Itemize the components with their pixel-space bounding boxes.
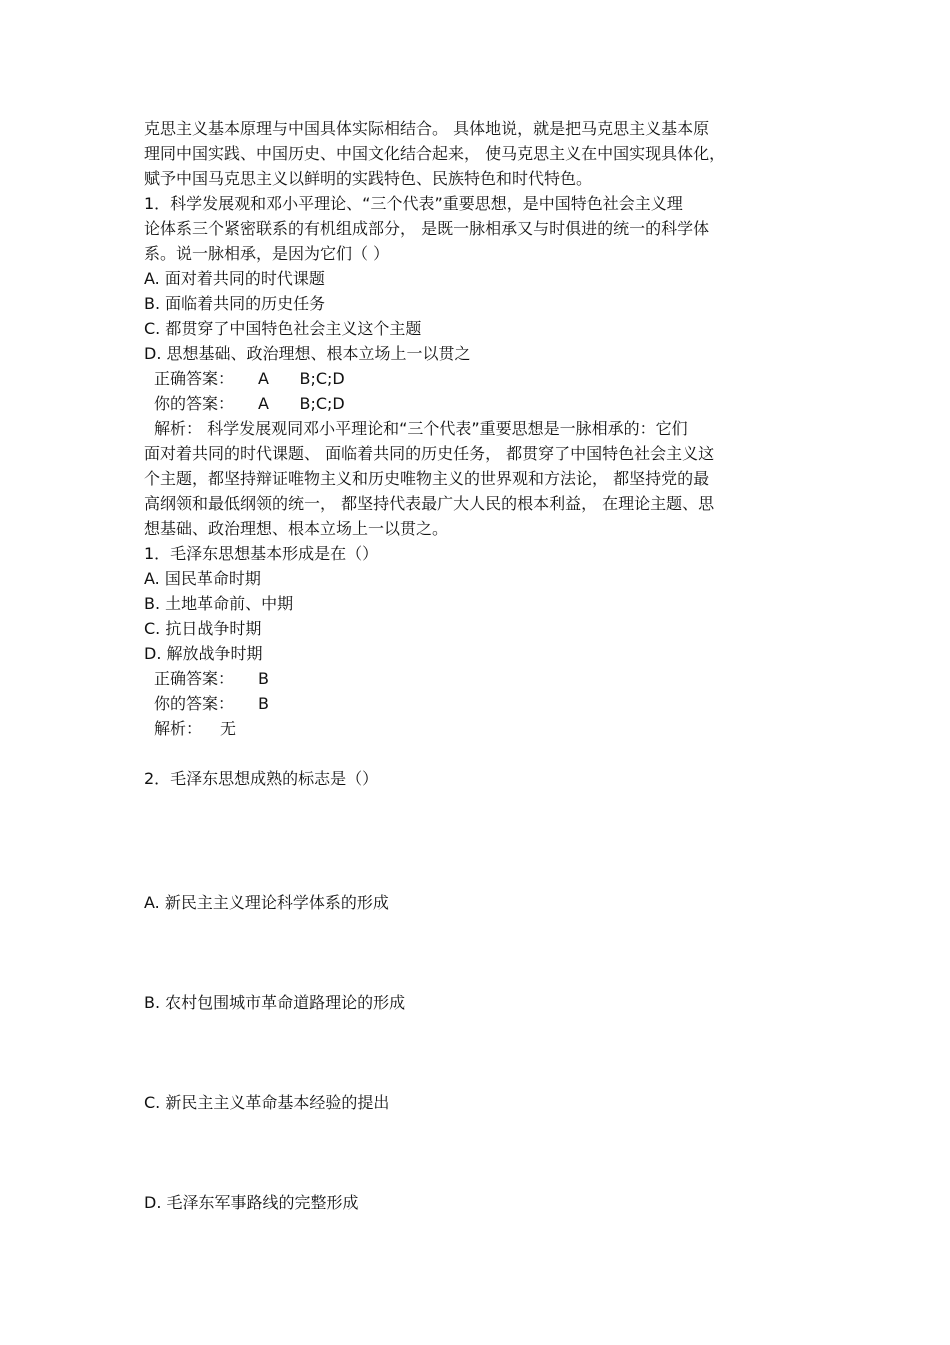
intro-line-1: 克思主义基本原理与中国具体实际相结合。 具体地说，就是把马克思主义基本原 <box>144 119 710 138</box>
q1-analysis-line-3: 个主题，都坚持辩证唯物主义和历史唯物主义的世界观和方法论， 都坚持党的最 <box>144 469 710 488</box>
q2-stem: 1．毛泽东思想基本形成是在（） <box>144 544 379 563</box>
analysis-label: 解析： <box>154 719 203 738</box>
q1-analysis-line-2: 面对着共同的时代课题、 面临着共同的历史任务， 都贯穿了中国特色社会主义这 <box>144 444 715 463</box>
q3-option-a: A. 新民主主义理论科学体系的形成 <box>144 893 389 912</box>
q1-option-c: C. 都贯穿了中国特色社会主义这个主题 <box>144 319 422 338</box>
q3-stem: 2．毛泽东思想成熟的标志是（） <box>144 769 379 788</box>
your-answer-value: A B;C;D <box>258 394 345 413</box>
analysis-value: 无 <box>220 719 237 738</box>
correct-answer-label: 正确答案： <box>154 669 235 688</box>
q2-your-answer <box>154 693 269 715</box>
q1-option-a: A. 面对着共同的时代课题 <box>144 269 325 288</box>
q2-option-b: B. 土地革命前、中期 <box>144 594 294 613</box>
q1-your-answer <box>154 393 345 415</box>
q3-option-d: D. 毛泽东军事路线的完整形成 <box>144 1193 359 1212</box>
q2-option-d: D. 解放战争时期 <box>144 644 263 663</box>
your-answer-label: 你的答案： <box>154 394 235 413</box>
q1-option-b: B. 面临着共同的历史任务 <box>144 294 326 313</box>
q3-option-b: B. 农村包围城市革命道路理论的形成 <box>144 993 406 1012</box>
q2-analysis <box>154 718 236 740</box>
q2-option-c: C. 抗日战争时期 <box>144 619 262 638</box>
q1-analysis-line-4: 高纲领和最低纲领的统一， 都坚持代表最广大人民的根本利益， 在理论主题、思 <box>144 494 715 513</box>
q1-correct-answer <box>154 368 345 390</box>
q1-analysis-line-1: 解析： 科学发展观同邓小平理论和“三个代表”重要思想是一脉相承的：它们 <box>154 419 688 438</box>
intro-line-3: 赋予中国马克思主义以鲜明的实践特色、民族特色和时代特色。 <box>144 169 593 188</box>
q1-option-d: D. 思想基础、政治理想、根本立场上一以贯之 <box>144 344 471 363</box>
q2-option-a: A. 国民革命时期 <box>144 569 261 588</box>
q1-analysis-line-5: 想基础、政治理想、根本立场上一以贯之。 <box>144 519 449 538</box>
q1-stem-line-1: 1．科学发展观和邓小平理论、“三个代表”重要思想，是中国特色社会主义理 <box>144 194 683 213</box>
intro-line-2: 理同中国实践、中国历史、中国文化结合起来， 使马克思主义在中国实现具体化， <box>144 144 726 163</box>
correct-answer-value: B <box>258 669 269 688</box>
q2-correct-answer <box>154 668 269 690</box>
correct-answer-value: A B;C;D <box>258 369 345 388</box>
correct-answer-label: 正确答案： <box>154 369 235 388</box>
q3-option-c: C. 新民主主义革命基本经验的提出 <box>144 1093 390 1112</box>
q1-stem-line-2: 论体系三个紧密联系的有机组成部分， 是既一脉相承又与时俱进的统一的科学体 <box>144 219 710 238</box>
your-answer-value: B <box>258 694 269 713</box>
q1-stem-line-3: 系。说一脉相承，是因为它们（ ） <box>144 244 390 263</box>
your-answer-label: 你的答案： <box>154 694 235 713</box>
